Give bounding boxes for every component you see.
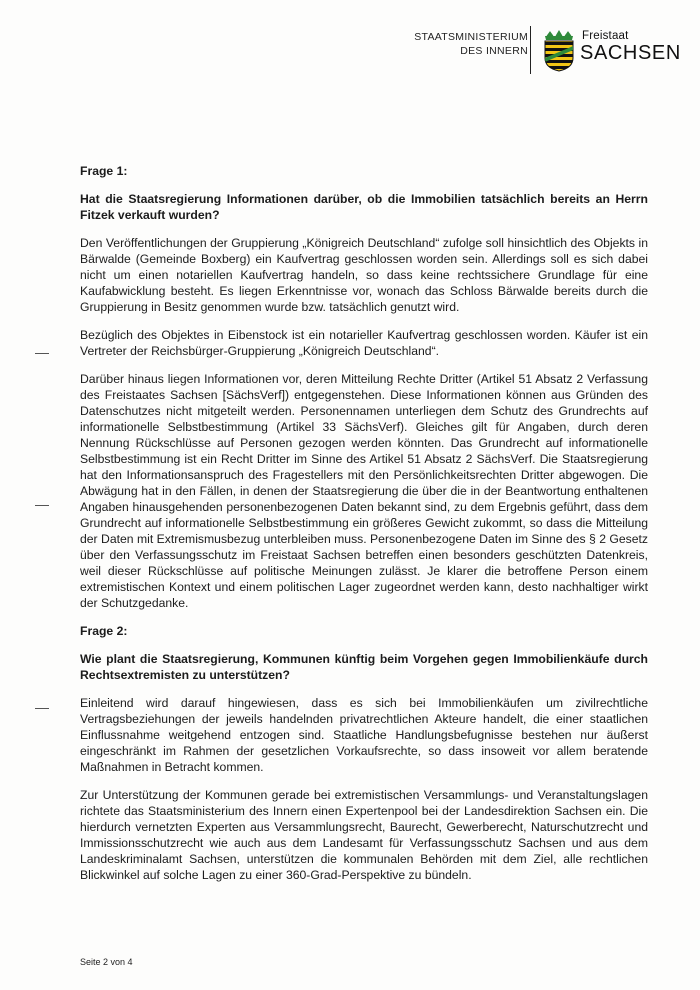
answer-paragraph: Bezüglich des Objektes in Eibenstock ist ein notarieller Kaufvertrag geschlossen worden. Käufer ist ein Vertreter der Reichsbürger-Gruppierung „Königreich Deutschland“. [80, 328, 648, 358]
margin-mark [35, 708, 49, 709]
header-divider [530, 26, 531, 74]
page-number: Seite 2 von 4 [80, 957, 133, 967]
answer-paragraph: Darüber hinaus liegen Informationen vor, deren Mitteilung Rechte Dritter (Artikel 51 Absatz 2 Verfassung des Freistaates Sachsen [SächsVerf]) entgegenstehen. Diese Informationen können aus Gründen des Datenschutzes nicht mitgeteilt werden. Personennamen unterliegen dem Schutz des Grundrechts auf informationelle Selbstbestimmung (Artikel 33 SächsVerf). Gleiches gilt für Angaben, durch deren Nennung Rückschlüsse auf Personen gezogen werden könnten. Das Grundrecht auf informationelle Selbstbestimmung ist ein Recht Dritter im Sinne des Artikel 51 Absatz 2 SächsVerf. Die Staatsregierung hat den Informationsanspruch des Fragestellers mit den Persönlichkeitsrechten Dritter abgewogen. Die Abwägung hat in den Fällen, in denen der Staatsregierung die über die in der Beantwortung enthaltenen Angaben hinausgehenden personenbezogenen Daten bekannt sind, zu dem Ergebnis geführt, dass dem Grundrecht auf informationelle Selbstbestimmung ein größeres Gewicht zukommt, so dass die Mitteilung der Daten mit Extremismusbezug unterbleiben muss. Personenbezogene Daten im Sinne des § 2 Gesetz über den Verfassungsschutz im Freistaat Sachsen betreffen einen besonders geschützten Datenkreis, weil dieser Rückschlüsse auf politische Meinungen zulässt. Je klarer die betroffene Person einem extremistischen Kontext und einem politischen Lager zugeordnet werden kann, desto nachhaltiger wirkt der Schutzgedanke. [80, 372, 648, 610]
answer-paragraph: Einleitend wird darauf hingewiesen, dass es sich bei Immobilienkäufen um zivilrechtliche Vertragsbeziehungen der jeweils handelnden privatrechtlichen Akteure handelt, die einer staatlichen Einflussnahme weitgehend entzogen sind. Staatliche Handlungsbefugnisse bestehen nur äußerst eingeschränkt im Rahmen der gesetzlichen Vorkaufsrechte, so dass insoweit vor allem beratende Maßnahmen in Betracht kommen. [80, 696, 648, 774]
question-text: Hat die Staatsregierung Informationen darüber, ob die Immobilien tatsächlich bereits an Herrn Fitzek verkauft wurden? [80, 192, 648, 222]
question-block-1 [80, 163, 648, 611]
ministry-name [414, 30, 528, 58]
question-block-2 [80, 623, 648, 883]
ministry-line-1: STAATSMINISTERIUM [414, 31, 528, 43]
saxony-logo [542, 30, 692, 74]
question-label: Frage 1: [80, 164, 128, 178]
answer-paragraph: Zur Unterstützung der Kommunen gerade bei extremistischen Versammlungs- und Veranstaltungslagen richtete das Staatsministerium des Innern einen Expertenpool bei der Landesdirektion Sachsen ein. Die hierdurch vernetzten Experten aus Versammlungsrecht, Baurecht, Gewerberecht, Naturschutzrecht und Immissionsschutzrecht wie auch aus dem Landesamt für Verfassungsschutz Sachsen und aus dem Landeskriminalamt Sachsen, unterstützen die kommunalen Behörden mit dem Ziel, alle rechtlichen Blickwinkel auf solche Lagen zu einer 360-Grad-Perspektive zu bündeln. [80, 788, 648, 882]
document-body [80, 163, 648, 895]
question-label: Frage 2: [80, 624, 128, 638]
answer-paragraph: Den Veröffentlichungen der Gruppierung „Königreich Deutschland“ zufolge soll hinsichtlich des Objekts in Bärwalde (Gemeinde Boxberg) ein Kaufvertrag geschlossen worden sein. Allerdings soll es sich dabei nicht um einen notariellen Kaufvertrag handeln, so dass keine rechtssichere Grundlage für eine Kaufabwicklung besteht. Es liegen Erkenntnisse vor, wonach das Schloss Bärwalde bereits durch die Gruppierung in Besitz genommen wurde bzw. tatsächlich genutzt wird. [80, 236, 648, 314]
logo-small-text: Freistaat [582, 30, 629, 42]
question-text: Wie plant die Staatsregierung, Kommunen künftig beim Vorgehen gegen Immobilienkäufe durch Rechtsextremisten zu unterstützen? [80, 652, 648, 682]
margin-mark [35, 353, 49, 354]
logo-main-text: SACHSEN [580, 42, 681, 64]
margin-mark [35, 505, 49, 506]
ministry-line-2: DES INNERN [460, 45, 528, 57]
saxony-coat-of-arms-icon [542, 30, 576, 72]
